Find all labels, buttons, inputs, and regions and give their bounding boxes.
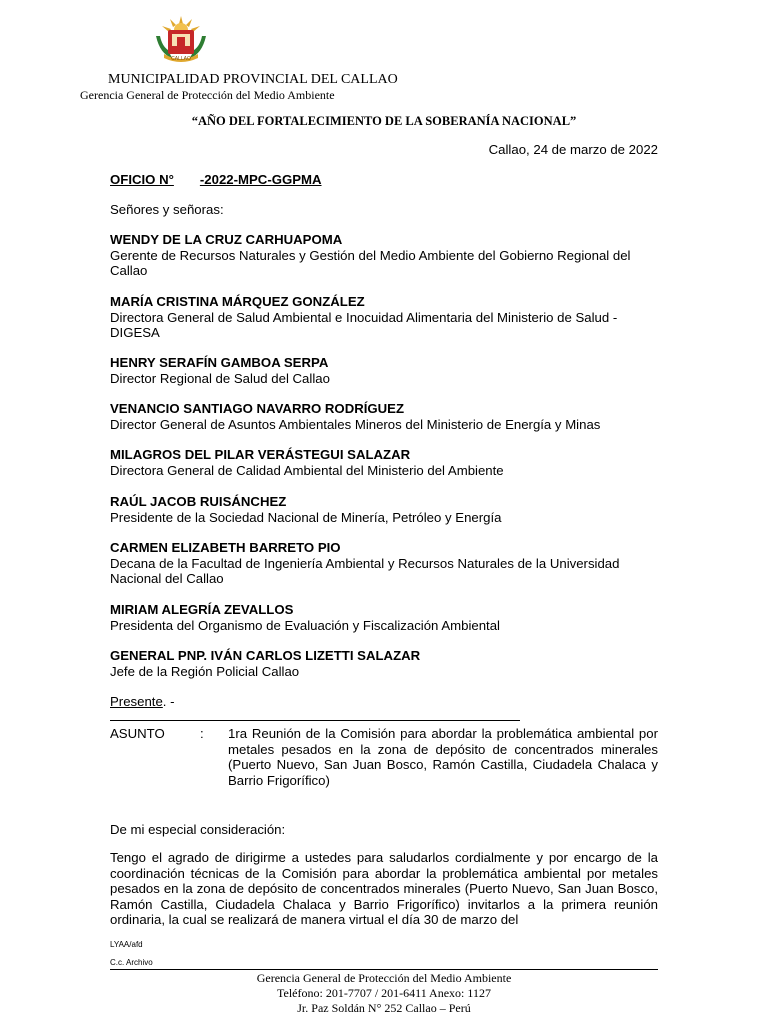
recipient-block [110, 602, 658, 633]
footer-address: Jr. Paz Soldán N° 252 Callao – Perú [297, 1001, 471, 1015]
recipient-name: WENDY DE LA CRUZ CARHUAPOMA [110, 232, 343, 247]
initials: LYAA/afd [110, 940, 143, 949]
recipient-title: Director General de Asuntos Ambientales Mineros del Ministerio de Energía y Minas [110, 416, 601, 432]
presente-line [110, 694, 175, 710]
carbon-copy: C.c. Archivo [110, 958, 153, 967]
footer-department: Gerencia General de Protección del Medio Ambiente [256, 971, 512, 985]
divider [110, 720, 520, 721]
municipality-logo [150, 14, 212, 64]
recipient-name: RAÚL JACOB RUISÁNCHEZ [110, 494, 287, 509]
recipient-title: Director Regional de Salud del Callao [110, 370, 330, 386]
recipient-name: CARMEN ELIZABETH BARRETO PIO [110, 540, 341, 555]
recipient-title: Jefe de la Región Policial Callao [110, 663, 300, 679]
salutation: Señores y señoras: [110, 202, 224, 217]
recipient-title: Presidente de la Sociedad Nacional de Minería, Petróleo y Energía [110, 509, 502, 525]
svg-text:CALLAO: CALLAO [171, 56, 191, 62]
body-paragraph: Tengo el agrado de dirigirme a ustedes para saludarlos cordialmente y por encargo de la coordinación técnicas de la Comisión para abordar la problemática ambiental por metales pesados en la zona de depósito de concentrados minerales (Puerto Nuevo, San Juan Bosco, Ramón Castilla, Ciudadela Chalaca y Barrio Frigorífico) invitarlos a la primera reunión ordinaria, la cual se realizará de manera virtual el día 30 de marzo del [110, 850, 658, 927]
recipient-block [110, 648, 658, 679]
recipient-block [110, 232, 658, 279]
recipient-name: VENANCIO SANTIAGO NAVARRO RODRÍGUEZ [110, 401, 405, 416]
recipient-title: Decana de la Facultad de Ingeniería Ambiental y Recursos Naturales de la Universidad Nacional del Callao [110, 555, 620, 586]
recipient-name: MARÍA CRISTINA MÁRQUEZ GONZÁLEZ [110, 294, 365, 309]
recipient-name: MIRIAM ALEGRÍA ZEVALLOS [110, 602, 294, 617]
year-motto: “AÑO DEL FORTALECIMIENTO DE LA SOBERANÍA NACIONAL” [191, 114, 577, 128]
recipient-name: MILAGROS DEL PILAR VERÁSTEGUI SALAZAR [110, 447, 411, 462]
asunto-colon: : [200, 726, 204, 741]
recipient-title: Gerente de Recursos Naturales y Gestión del Medio Ambiente del Gobierno Regional del Callao [110, 247, 631, 278]
recipient-title: Directora General de Salud Ambiental e Inocuidad Alimentaria del Ministerio de Salud - DIGESA [110, 309, 618, 340]
recipient-title: Presidenta del Organismo de Evaluación y Fiscalización Ambiental [110, 617, 500, 633]
asunto-text: 1ra Reunión de la Comisión para abordar la problemática ambiental por metales pesados en la zona de depósito de concentrados minerales (Puerto Nuevo, San Juan Bosco, Ramón Castilla, Ciudadela Chalaca y Barrio Frigorífico) [228, 726, 658, 788]
footer-phone: Teléfono: 201-7707 / 201-6411 Anexo: 1127 [277, 986, 491, 1000]
presente-suffix: . - [162, 694, 175, 709]
oficio-number [110, 172, 322, 188]
presente-word: Presente [110, 694, 163, 709]
recipient-block [110, 494, 658, 525]
recipient-name: GENERAL PNP. IVÁN CARLOS LIZETTI SALAZAR [110, 648, 421, 663]
recipient-block [110, 447, 658, 478]
organization-name: MUNICIPALIDAD PROVINCIAL DEL CALLAO [108, 72, 398, 87]
recipient-block [110, 355, 658, 386]
recipient-name: HENRY SERAFÍN GAMBOA SERPA [110, 355, 329, 370]
oficio-code: -2022-MPC-GGPMA [199, 172, 322, 187]
footer-divider [110, 969, 658, 970]
recipient-block [110, 401, 658, 432]
recipient-title: Directora General de Calidad Ambiental del Ministerio del Ambiente [110, 462, 504, 478]
recipient-block [110, 540, 658, 587]
document-date: Callao, 24 de marzo de 2022 [488, 142, 658, 157]
department-name: Gerencia General de Protección del Medio Ambiente [80, 88, 335, 102]
asunto-label: ASUNTO [110, 726, 165, 741]
oficio-prefix: OFICIO N° [110, 172, 174, 187]
recipient-block [110, 294, 658, 341]
greeting: De mi especial consideración: [110, 822, 286, 837]
